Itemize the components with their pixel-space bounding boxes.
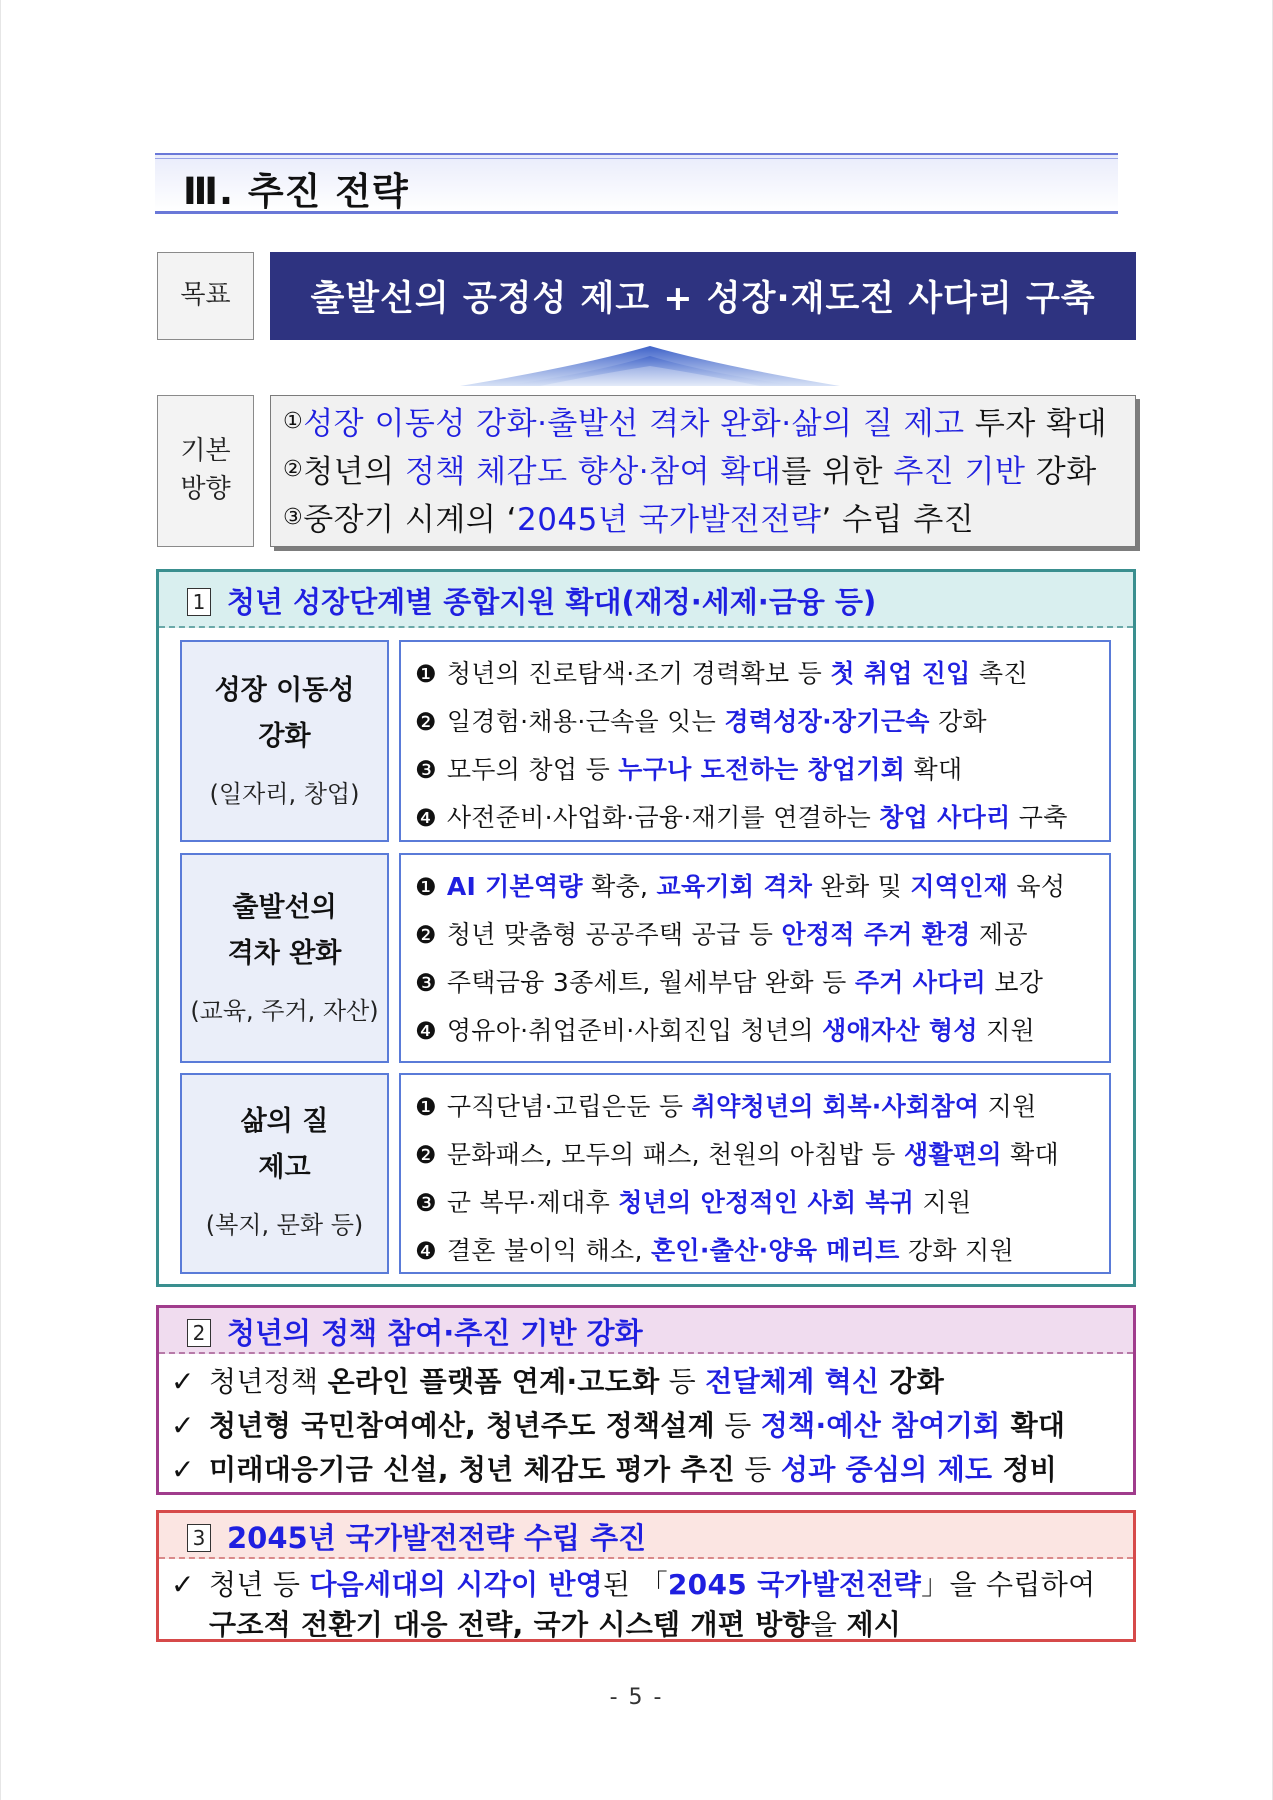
text-segment: 확대: [905, 755, 963, 784]
text-segment: 구축: [1010, 803, 1068, 832]
category-subtitle: (교육, 주거, 자산): [190, 997, 379, 1025]
text-segment: 미래대응기금 신설, 청년 체감도 평가 추진: [209, 1453, 736, 1486]
section-title: Ⅲ. 추진 전략: [183, 170, 409, 213]
text-segment: 청년의 진로탐색·조기 경력확보 등: [446, 659, 831, 688]
highlight-text: 전달체계 혁신: [705, 1365, 880, 1398]
check-icon: ✓: [171, 1453, 195, 1486]
bullet-line-continued: [171, 1603, 901, 1643]
section-2-title: 청년의 정책 참여·추진 기반 강화: [227, 1316, 643, 1350]
chevron-down-arrow-icon: [460, 344, 840, 388]
list-item: [415, 1083, 1109, 1131]
text-segment: 지원: [979, 1092, 1037, 1121]
text-segment: 된 「: [603, 1568, 668, 1601]
highlight-text: 취약청년의 회복·사회참여: [691, 1092, 980, 1121]
section-header: [155, 153, 1118, 214]
highlight-text: 정책·예산 참여기회: [760, 1409, 1001, 1442]
section-3-title: 2045년 국가발전전략 수립 추진: [227, 1521, 647, 1555]
text-segment: 주택금융 3종세트, 월세부담 완화 등: [446, 968, 855, 997]
check-icon: ✓: [171, 1409, 195, 1442]
text-segment: 강화: [1025, 454, 1097, 490]
items-box: [399, 640, 1111, 842]
text-segment: 보강: [986, 968, 1044, 997]
text-segment: 청년의: [303, 454, 405, 490]
list-item: [415, 863, 1109, 911]
text-segment: 청년 맞춤형 공공주택 공급 등: [446, 920, 782, 949]
goal-banner: 출발선의 공정성 제고 + 성장·재도전 사다리 구축: [270, 252, 1136, 340]
number-marker-icon: ❹: [415, 1237, 437, 1265]
category-title: 출발선의: [232, 892, 337, 923]
category-box: [180, 853, 389, 1063]
circled-number: ②: [283, 457, 304, 482]
highlight-text: 성장 이동성 강화·출발선 격차 완화·삶의 질 제고: [303, 406, 965, 442]
highlight-text: 정책 체감도 향상·참여 확대: [404, 454, 782, 490]
list-item: [415, 959, 1109, 1007]
text-segment: 확대: [1000, 1409, 1066, 1442]
highlight-text: 지역인재: [910, 872, 1009, 901]
list-item: [415, 1131, 1109, 1179]
bullet-line: [171, 1360, 944, 1400]
text-segment: 을: [809, 1608, 847, 1641]
direction-line: [283, 448, 1135, 496]
number-marker-icon: ❶: [415, 873, 437, 901]
number-marker-icon: ❷: [415, 1141, 437, 1169]
text-segment: 강화: [929, 707, 987, 736]
number-marker-icon: ❷: [415, 921, 437, 949]
list-item: [415, 911, 1109, 959]
highlight-text: 교육기회 격차: [656, 872, 813, 901]
text-segment: 를 위한: [781, 454, 894, 490]
highlight-text: 창업 사다리: [879, 803, 1011, 832]
text-segment: 청년정책: [209, 1365, 328, 1398]
highlight-text: 추진 기반: [893, 454, 1026, 490]
number-marker-icon: ❷: [415, 708, 437, 736]
category-title: 격차 완화: [227, 938, 342, 969]
number-marker-icon: ❹: [415, 1017, 437, 1045]
highlight-text: 첫 취업 진입: [830, 659, 971, 688]
category-title: 삶의 질: [240, 1106, 329, 1137]
number-marker-icon: ❶: [415, 1093, 437, 1121]
text-segment: 」을 수립하여: [921, 1568, 1096, 1601]
list-item: [415, 698, 1109, 746]
text-segment: 구조적 전환기 대응 전략, 국가 시스템 개편 방향: [209, 1608, 810, 1641]
direction-label-top: 기본: [180, 436, 231, 467]
section-1-title: 청년 성장단계별 종합지원 확대(재정·세제·금융 등): [227, 585, 877, 619]
highlight-text: 누구나 도전하는 창업기회: [618, 755, 906, 784]
list-item: [415, 650, 1109, 698]
circled-number: ③: [283, 505, 304, 530]
number-marker-icon: ❹: [415, 804, 437, 832]
text-segment: 확충,: [582, 872, 657, 901]
number-marker-icon: ❶: [415, 660, 437, 688]
text-segment: 육성: [1008, 872, 1066, 901]
text-segment: 완화 및: [812, 872, 911, 901]
highlight-text: 다음세대의 시각이 반영: [309, 1568, 604, 1601]
direction-label-bottom: 방향: [180, 474, 231, 504]
text-segment: 투자 확대: [964, 406, 1108, 442]
number-marker-icon: ❸: [415, 1189, 437, 1217]
highlight-text: 청년의 안정적인 사회 복귀: [618, 1188, 915, 1217]
text-segment: 확대: [1001, 1140, 1059, 1169]
items-box: [399, 1073, 1111, 1274]
text-segment: 강화 지원: [899, 1236, 1014, 1265]
direction-line: [283, 400, 1135, 448]
highlight-text: 생애자산 형성: [822, 1016, 978, 1045]
category-box: [180, 1073, 389, 1274]
highlight-text: 혼인·출산·양육 메리트: [650, 1236, 900, 1265]
highlight-text: 주거 사다리: [854, 968, 987, 997]
text-segment: 제공: [970, 920, 1028, 949]
list-item: [415, 746, 1109, 794]
text-segment: 청년형 국민참여예산, 청년주도 정책설계: [209, 1409, 715, 1442]
list-item: [415, 1179, 1109, 1227]
section-number-box: 1: [187, 588, 211, 616]
category-subtitle: (일자리, 창업): [209, 780, 360, 808]
bullet-line: [171, 1448, 1057, 1488]
direction-box: [270, 395, 1136, 547]
highlight-text: AI 기본역량: [446, 872, 583, 901]
list-item: [415, 794, 1109, 842]
items-box: [399, 853, 1111, 1063]
text-segment: 일경험·채용·근속을 잇는: [446, 707, 725, 736]
circled-number: ①: [283, 409, 304, 434]
direction-label: [157, 395, 254, 547]
section-3-header: [159, 1513, 1133, 1559]
number-marker-icon: ❸: [415, 756, 437, 784]
highlight-text: 안정적 주거 환경: [781, 920, 971, 949]
text-segment: 문화패스, 모두의 패스, 천원의 아침밥 등: [446, 1140, 905, 1169]
category-box: [180, 640, 389, 842]
section-2: [156, 1305, 1136, 1495]
text-segment: 결혼 불이익 해소,: [446, 1236, 651, 1265]
highlight-text: 생활편의: [904, 1140, 1002, 1169]
text-segment: 군 복무·제대후: [446, 1188, 619, 1217]
highlight-text: 성과 중심의 제도: [780, 1453, 993, 1486]
category-subtitle: (복지, 문화 등): [205, 1211, 364, 1239]
number-marker-icon: ❸: [415, 969, 437, 997]
check-icon: ✓: [171, 1365, 195, 1398]
check-icon: ✓: [171, 1568, 195, 1601]
highlight-text: 2045년 국가발전전략: [516, 502, 822, 538]
list-item: [415, 1007, 1109, 1055]
text-segment: 등: [715, 1409, 761, 1442]
section-number-box: 3: [187, 1524, 211, 1552]
text-segment: 사전준비·사업화·금융·재기를 연결하는: [446, 803, 880, 832]
text-segment: 온라인 플랫폼 연계·고도화: [327, 1365, 660, 1398]
text-segment: ’ 수립 추진: [821, 502, 975, 538]
text-segment: 촉진: [970, 659, 1028, 688]
section-2-header: [159, 1308, 1133, 1354]
category-title: 강화: [258, 721, 311, 752]
section-1: [156, 569, 1136, 1287]
page-number: - 5 -: [609, 1685, 664, 1710]
bullet-line: [171, 1563, 1095, 1603]
text-segment: 제시: [846, 1608, 902, 1641]
category-title: 성장 이동성: [214, 675, 355, 706]
text-segment: 등: [659, 1365, 706, 1398]
text-segment: 중장기 시계의 ‘: [303, 502, 517, 538]
text-segment: 영유아·취업준비·사회진입 청년의: [446, 1016, 823, 1045]
text-segment: 청년 등: [209, 1568, 310, 1601]
category-title: 제고: [258, 1152, 311, 1183]
text-segment: 모두의 창업 등: [446, 755, 619, 784]
text-segment: 지원: [977, 1016, 1035, 1045]
direction-line: [283, 496, 1135, 544]
list-item: [415, 1227, 1109, 1275]
goal-label: 목표: [157, 252, 254, 340]
text-segment: 강화: [879, 1365, 945, 1398]
section-3: [156, 1510, 1136, 1642]
text-segment: 구직단념·고립은둔 등: [446, 1092, 692, 1121]
bullet-line: [171, 1404, 1065, 1444]
section-number-box: 2: [187, 1319, 211, 1347]
text-segment: 등: [735, 1453, 781, 1486]
highlight-text: 2045 국가발전전략: [667, 1568, 922, 1601]
highlight-text: 경력성장·장기근속: [724, 707, 930, 736]
text-segment: 지원: [914, 1188, 972, 1217]
text-segment: 정비: [992, 1453, 1058, 1486]
section-1-header: [159, 572, 1133, 628]
